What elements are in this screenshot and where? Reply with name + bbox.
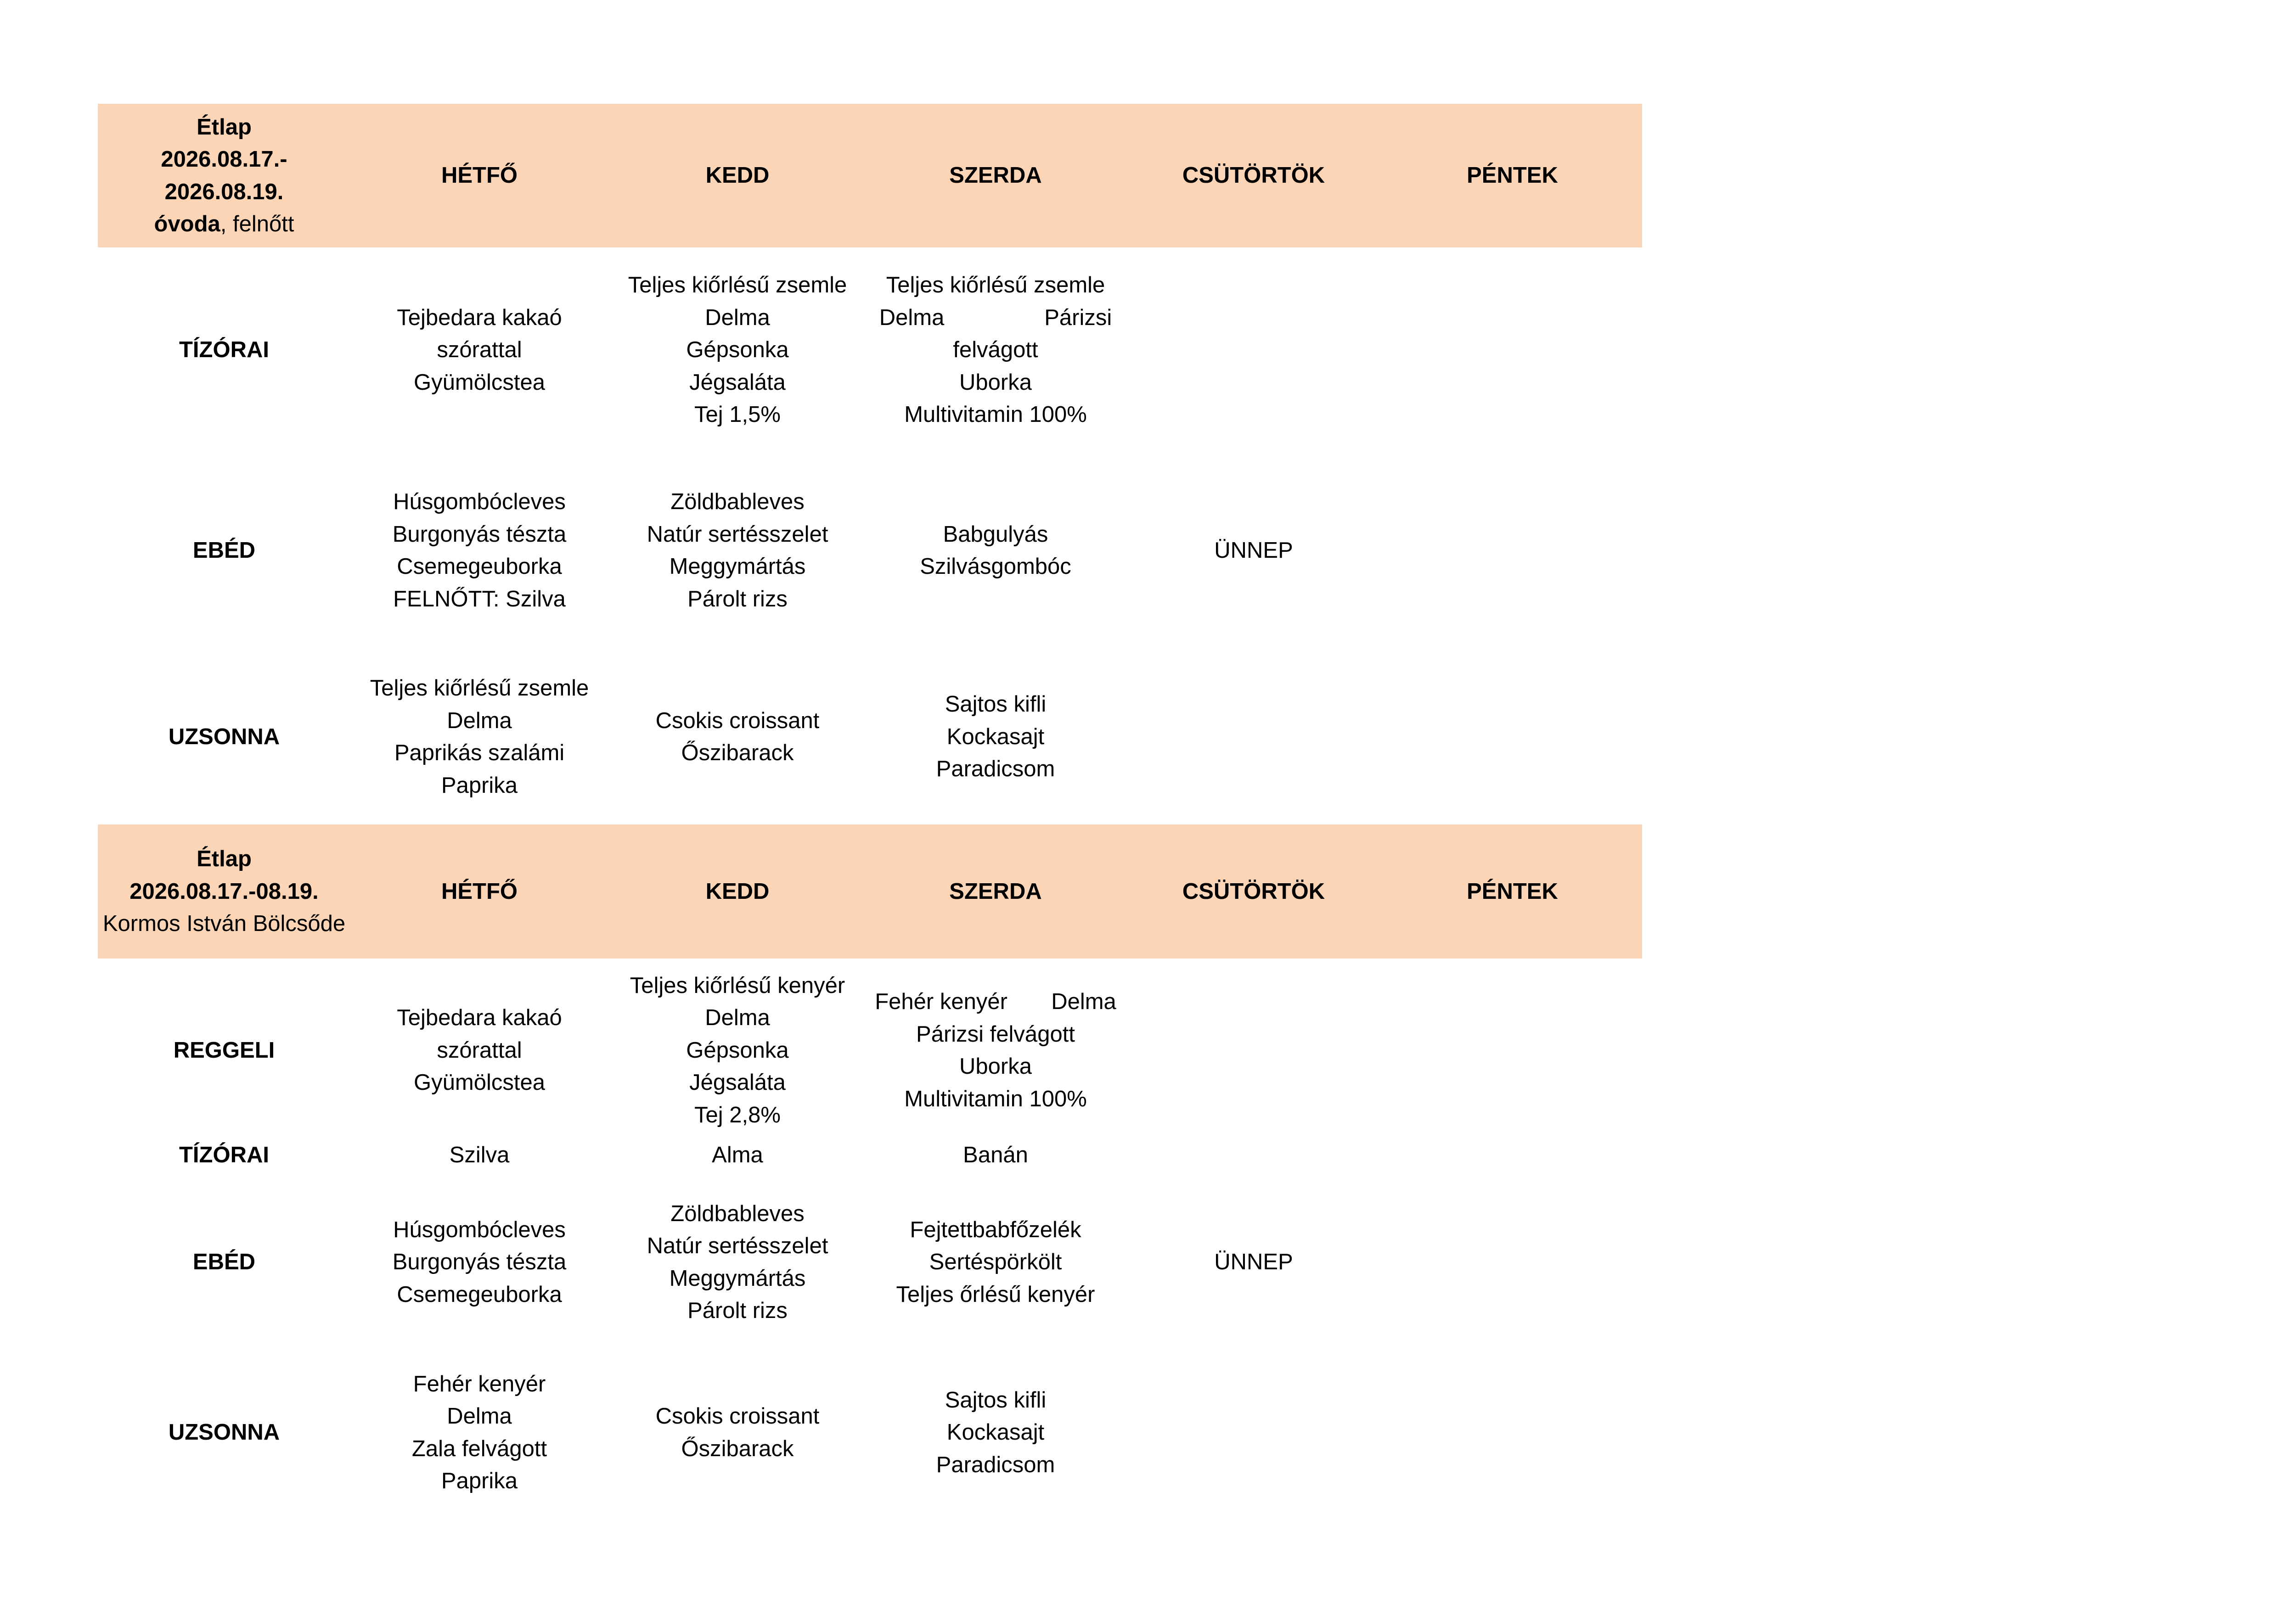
nursery-breakfast-mon [350,962,608,1139]
nursery-day-header-mon: HÉTFŐ [441,879,518,904]
kindergarten-day-header-wed: SZERDA [949,163,1042,188]
menu-item: ÜNNEP [1214,538,1293,563]
menu-item: Jégsaláta [689,1070,786,1095]
kindergarten-lunch-mon [350,476,608,625]
nursery-title-institution: Kormos István Bölcsőde [102,911,346,936]
menu-item: Őszibarack [681,1436,794,1461]
nursery-day-header-thu: CSÜTÖRTÖK [1182,879,1325,904]
nursery-afternoon-snack-fri [1383,1363,1642,1502]
menu-item: Meggymártás [669,554,806,579]
menu-item: Gépsonka [686,337,789,363]
menu-item: Zala felvágott [411,1436,547,1461]
menu-item: Delma [705,1005,770,1031]
menu-item: Gyümölcstea [414,1070,545,1095]
menu-item: Meggymártás [669,1266,806,1291]
menu-item: Gyümölcstea [414,370,545,395]
menu-item: Multivitamin 100% [904,1086,1087,1111]
nursery-afternoon-snack-mon [350,1363,608,1502]
menu-item: Sertéspörkölt [929,1250,1062,1275]
nursery-snack-wed [867,1139,1125,1171]
menu-item: Banán [963,1142,1028,1167]
menu-item: Szilvásgombóc [920,554,1071,579]
nursery-row-label-afternoon-snack: UZSONNA [168,1420,280,1445]
menu-item: Kockasajt [946,724,1045,749]
menu-item: Natúr sertésszelet [647,521,828,547]
nursery-day-header-wed: SZERDA [949,879,1042,904]
kindergarten-snack-tue [608,259,867,441]
kindergarten-lunch-tue [608,476,867,625]
kindergarten-title-audience-bold: óvoda [154,212,220,236]
menu-item: szórattal [437,337,522,363]
kindergarten-title-date-start: 2026.08.17.- [161,147,287,172]
menu-item: Multivitamin 100% [904,402,1087,427]
menu-item: Tejbedara kakaó [397,1005,562,1031]
menu-item: Teljes kiőrlésű kenyér [630,973,845,998]
menu-item: felvágott [953,337,1038,363]
menu-item: Teljes kiőrlésű zsemle [370,676,589,701]
menu-item: Fejtettbabfőzelék [910,1217,1081,1242]
menu-item: Paprika [441,1469,518,1493]
nursery-row-label-breakfast: REGGELI [173,1037,275,1063]
menu-item: Delma [447,1404,512,1429]
menu-item: Csemegeuborka [397,554,562,579]
kindergarten-row-label-afternoon-snack: UZSONNA [168,724,280,749]
nursery-row-label-snack: TÍZÓRAI [179,1142,269,1167]
nursery-breakfast-thu [1125,962,1383,1139]
menu-item: Húsgombócleves [393,1217,566,1242]
nursery-snack-fri [1383,1139,1642,1171]
kindergarten-day-header-thu: CSÜTÖRTÖK [1182,163,1325,188]
menu-item: Csokis croissant [655,708,820,733]
menu-item: Teljes kiőrlésű zsemle [886,273,1105,298]
kindergarten-day-header-fri: PÉNTEK [1467,163,1558,188]
nursery-afternoon-snack-wed [867,1363,1125,1502]
menu-item: Szilva [449,1142,510,1167]
nursery-day-header-tue: KEDD [705,879,770,904]
kindergarten-snack-mon [350,259,608,441]
menu-item: Babgulyás [943,521,1048,547]
menu-item: Uborka [959,1054,1032,1079]
nursery-title [98,824,350,959]
kindergarten-title-audience-rest: , felnőtt [220,212,294,236]
kindergarten-row-label-snack: TÍZÓRAI [179,337,269,363]
kindergarten-title [98,104,350,247]
nursery-breakfast-wed [867,962,1125,1139]
menu-item: Burgonyás tészta [392,1250,567,1275]
nursery-lunch-fri [1383,1193,1642,1332]
menu-item: Csemegeuborka [397,1282,562,1307]
kindergarten-row-label-lunch: EBÉD [192,538,256,563]
menu-item: Zöldbableves [670,1201,805,1226]
nursery-breakfast-tue [608,962,867,1139]
kindergarten-afternoon-snack-thu [1125,662,1383,812]
menu-item: Párolt rizs [687,586,788,611]
kindergarten-title-date-end: 2026.08.19. [164,179,284,204]
nursery-title-label: Étlap [197,847,252,872]
kindergarten-afternoon-snack-wed [867,662,1125,812]
menu-item: Fehér kenyér Delma [875,989,1116,1014]
menu-item: Zöldbableves [670,489,805,514]
menu-item: Párizsi felvágott [916,1021,1075,1047]
menu-item: Őszibarack [681,740,794,765]
menu-item: Paprikás szalámi [394,740,565,765]
kindergarten-title-audience [154,208,294,241]
nursery-lunch-wed [867,1193,1125,1332]
menu-item: Tej 1,5% [694,402,781,427]
nursery-row-label-lunch: EBÉD [192,1250,256,1275]
menu-item: Uborka [959,370,1032,395]
menu-item: Csokis croissant [655,1404,820,1429]
nursery-afternoon-snack-thu [1125,1363,1383,1502]
menu-item: Gépsonka [686,1037,789,1063]
menu-item: Delma [447,708,512,733]
menu-item: ÜNNEP [1214,1250,1293,1275]
nursery-lunch-tue [608,1193,867,1332]
nursery-snack-thu [1125,1139,1383,1171]
menu-item: Paprika [441,773,518,798]
menu-item: Sajtos kifli [945,692,1047,717]
menu-item: Sajtos kifli [945,1387,1047,1413]
nursery-afternoon-snack-tue [608,1363,867,1502]
menu-item: Tej 2,8% [694,1102,781,1127]
kindergarten-day-header-tue: KEDD [705,163,770,188]
nursery-lunch-thu [1125,1193,1383,1332]
menu-item: Paradicsom [936,1452,1055,1477]
nursery-day-header-fri: PÉNTEK [1467,879,1558,904]
kindergarten-lunch-thu [1125,476,1383,625]
menu-item: Tejbedara kakaó [397,305,562,330]
kindergarten-lunch-fri [1383,476,1642,625]
nursery-snack-mon [350,1139,608,1171]
menu-item: Natúr sertésszelet [647,1234,828,1258]
menu-item: FELNŐTT: Szilva [393,586,566,611]
menu-item: Burgonyás tészta [392,521,567,547]
menu-item: Húsgombócleves [393,489,566,514]
nursery-lunch-mon [350,1193,608,1332]
kindergarten-afternoon-snack-fri [1383,662,1642,812]
kindergarten-snack-wed [867,259,1125,441]
kindergarten-afternoon-snack-mon [350,662,608,812]
menu-item: Párolt rizs [687,1298,788,1323]
menu-item: Teljes őrlésű kenyér [896,1282,1095,1307]
kindergarten-lunch-wed [867,476,1125,625]
nursery-snack-tue [608,1139,867,1171]
menu-item: Jégsaláta [689,370,786,395]
menu-item: Fehér kenyér [413,1371,546,1396]
menu-item: Teljes kiőrlésű zsemle [628,273,847,298]
menu-item: szórattal [437,1037,522,1063]
kindergarten-day-header-mon: HÉTFŐ [441,163,518,188]
menu-item: Alma [712,1142,763,1167]
kindergarten-afternoon-snack-tue [608,662,867,812]
menu-item: Delma [705,305,770,330]
kindergarten-snack-thu [1125,259,1383,441]
kindergarten-snack-fri [1383,259,1642,441]
menu-item: Paradicsom [936,757,1055,782]
nursery-breakfast-fri [1383,962,1642,1139]
kindergarten-title-label: Étlap [197,114,252,140]
menu-item: Kockasajt [946,1420,1045,1445]
nursery-title-date: 2026.08.17.-08.19. [129,879,319,904]
menu-item: Delma Párizsi [879,305,1112,330]
